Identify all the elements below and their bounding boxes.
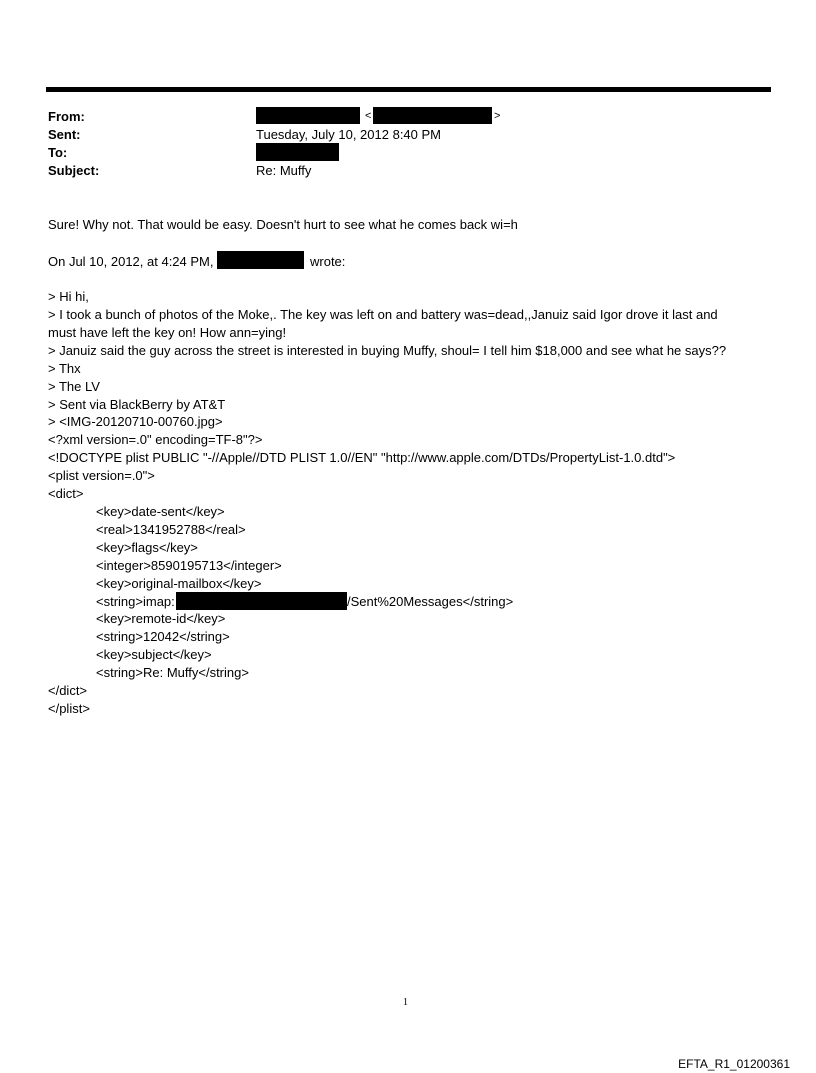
- dict-line: <key>original-mailbox</key>: [96, 576, 262, 591]
- on-suffix: wrote:: [310, 254, 346, 269]
- dict-line: <string>12042</string>: [96, 629, 230, 644]
- header-rule: [46, 87, 771, 92]
- quoted-line: > The LV: [48, 379, 100, 394]
- closing-line: </plist>: [48, 701, 90, 716]
- redacted-to: [256, 143, 339, 161]
- quoted-line: <?xml version=.0" encoding=TF-8"?>: [48, 432, 263, 447]
- page-number: 1: [403, 997, 408, 1008]
- quoted-line: <plist version=.0">: [48, 468, 155, 483]
- from-label: From:: [48, 109, 85, 124]
- quoted-line: > Sent via BlackBerry by AT&T: [48, 397, 226, 412]
- reply-text: Sure! Why not. That would be easy. Doesn't hurt to see what he comes back wi=h: [48, 217, 518, 232]
- dict-line: <key>remote-id</key>: [96, 611, 226, 626]
- redacted-from-name: [256, 107, 360, 124]
- dict-line: <key>flags</key>: [96, 540, 198, 555]
- dict-line: <key>subject</key>: [96, 647, 212, 662]
- sent-label: Sent:: [48, 127, 81, 142]
- dict-line: <key>date-sent</key>: [96, 504, 225, 519]
- dict-line: <string>imap:: [96, 594, 175, 609]
- dict-line: <string>Re: Muffy</string>: [96, 665, 249, 680]
- redacted-imap-path: [176, 592, 347, 610]
- quoted-line: > Thx: [48, 361, 81, 376]
- quoted-line: <!DOCTYPE plist PUBLIC "-//Apple//DTD PLIST 1.0//EN" "http://www.apple.com/DTDs/PropertyList-1.0.dtd">: [48, 450, 676, 465]
- dict-line: <integer>8590195713</integer>: [96, 558, 282, 573]
- quoted-line: > Hi hi,: [48, 289, 89, 304]
- from-gt: >: [494, 110, 501, 122]
- closing-line: </dict>: [48, 683, 88, 698]
- to-label: To:: [48, 145, 68, 160]
- from-lt: <: [365, 110, 372, 122]
- on-prefix: On Jul 10, 2012, at 4:24 PM,: [48, 254, 214, 269]
- bates-number: EFTA_R1_01200361: [678, 1057, 790, 1071]
- subject-value: Re: Muffy: [256, 163, 312, 178]
- subject-label: Subject:: [48, 163, 100, 178]
- quoted-line: > <IMG-20120710-00760.jpg>: [48, 414, 223, 429]
- redacted-sender: [217, 251, 304, 269]
- redacted-from-email: [373, 107, 492, 124]
- quoted-line: > Januiz said the guy across the street is interested in buying Muffy, shoul= I tell him $18,000 and see what he says??: [48, 343, 727, 358]
- quoted-line: > I took a bunch of photos of the Moke,. The key was left on and battery was=dead,,Januiz said Igor drove it last and: [48, 307, 718, 322]
- quoted-line: must have left the key on! How ann=ying!: [48, 325, 287, 340]
- sent-value: Tuesday, July 10, 2012 8:40 PM: [256, 127, 441, 142]
- dict-line: <real>1341952788</real>: [96, 522, 246, 537]
- imap-suffix: /Sent%20Messages</string>: [347, 594, 514, 609]
- quoted-line: <dict>: [48, 486, 84, 501]
